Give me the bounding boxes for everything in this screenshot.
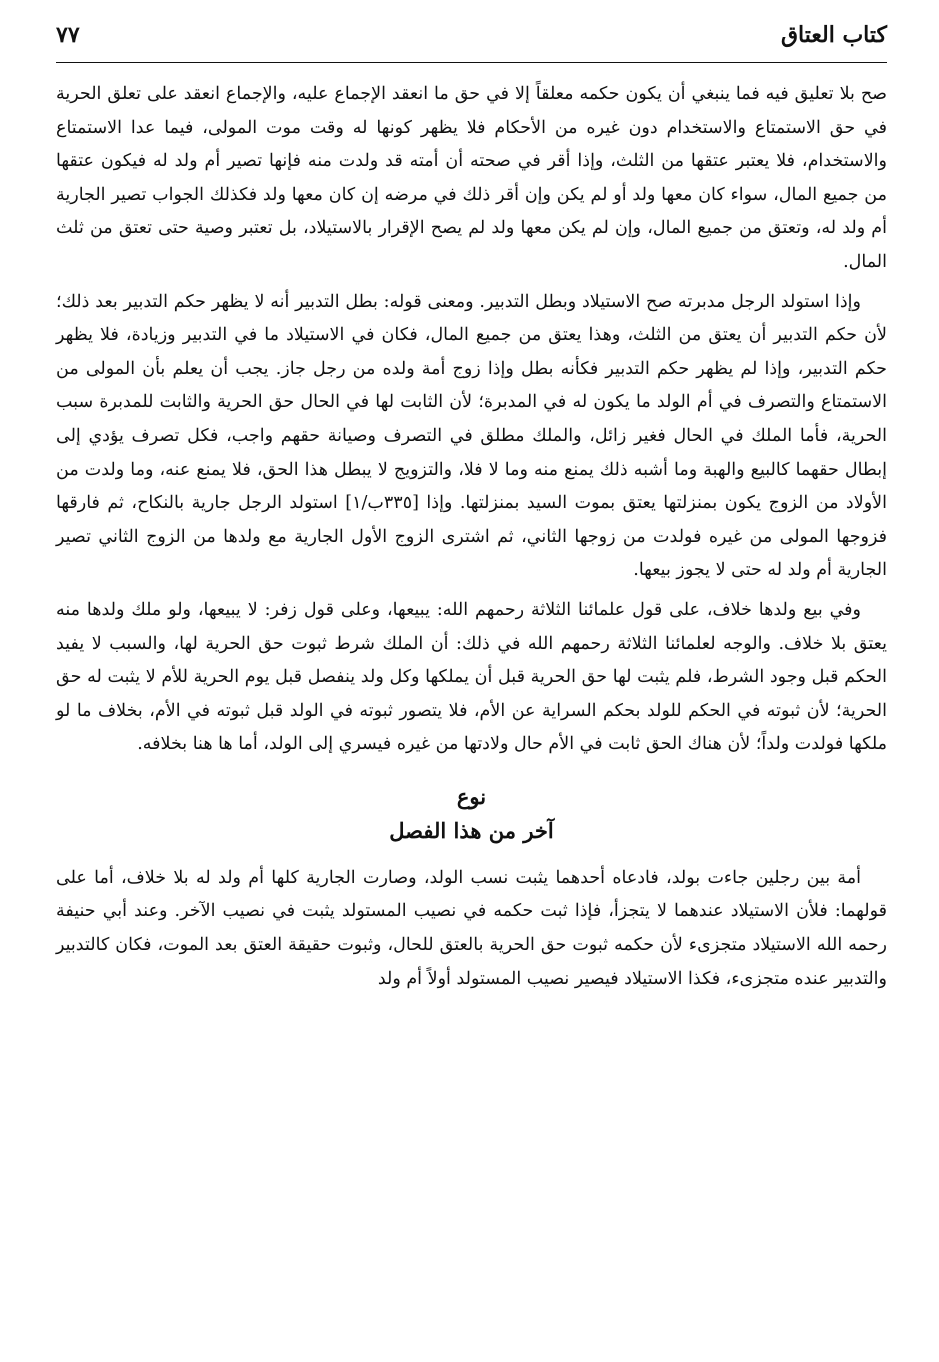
page-body <box>56 78 887 996</box>
paragraph-1: صح بلا تعليق فيه فما ينبغي أن يكون حكمه معلقاً إلا في حق ما انعقد الإجماع عليه، والإجماع انعقد على تعلق الحرية في حق الاستمتاع والاستخدام دون غيره من الأحكام فلا يظهر كونها له وقت موت المولى، فيما عدا الاستمتاع والاستخدام، فلا يعتبر عتقها من الثلث، وإذا أقر في صحته أن أمته قد ولدت منه فإنها تصير أم ولد له فيكون عتقها من جميع المال، سواء كان معها ولد أو لم يكن وإن أقر ذلك في مرضه إن كان معها ولد فكذلك الجواب تصير الجارية أم ولد له، وتعتق من جميع المال، وإن لم يكن معها ولد لم يصح الإقرار بالاستيلاد، بل تعتبر وصية حتى تعتق من ثلث المال. <box>56 84 887 272</box>
paragraph-4: أمة بين رجلين جاءت بولد، فادعاه أحدهما يثبت نسب الولد، وصارت الجارية كلها أم ولد له بلا خلاف، أما على قولهما: فلأن الاستيلاد عندهما لا يتجزأ، فإذا ثبت حكمه في نصيب المستولد يثبت في نصيب الآخر. وعند أبي حنيفة رحمه الله الاستيلاد متجزىء لأن حكمه ثبوت حق الحرية بالعتق للحال، وثبوت حقيقة العتق بعد الموت، فكان كالتدبير والتدبير عنده متجزىء، فكذا الاستيلاد فيصير نصيب المستولد أولاً أم ولد <box>56 867 887 989</box>
paragraph-2: وإذا استولد الرجل مدبرته صح الاستيلاد وبطل التدبير. ومعنى قوله: بطل التدبير أنه لا يظهر حكم التدبير بعد ذلك؛ لأن حكم التدبير أن يعتق من الثلث، وهذا يعتق من جميع المال، فكان في الاستيلاد ما في التدبير وزيادة، فلا يظهر حكم التدبير، وإذا لم يظهر حكم التدبير فكأنه بطل وإذا زوج أمة ولده من رجل جاز. يجب أن يعلم بأن المولى من الاستمتاع والتصرف في أم الولد ما يكون له في المدبرة؛ لأن الثابت لها في الحال حق الحرية والثابت للمدبرة سبب الحرية، فأما الملك في الحال فغير زائل، والملك مطلق في التصرف وصيانة حقهم واجب، فكل تصرف يؤدي إلى إبطال حقهما كالبيع والهبة وما أشبه ذلك يمنع منه وما لا فلا، والتزويج لا يبطل هذا الحق، فلا يمنع عنه، وما ولدت من الأولاد من الزوج يكون بمنزلتها يعتق بموت السيد بمنزلتها. وإذا [٣٣٥ب/١] استولد الرجل جارية بالنكاح، ثم فارقها فزوجها المولى من غيره فولدت من زوجها الثاني، ثم اشترى الزوج الأول الجارية مع ولدها من الزوج الثاني تصير الجارية أم ولد له حتى لا يجوز بيعها. <box>56 291 887 581</box>
page-number: ٧٧ <box>56 22 80 48</box>
section-heading: نوع <box>456 783 487 809</box>
paragraph-3: وفي بيع ولدها خلاف، على قول علمائنا الثلاثة رحمهم الله: يبيعها، وعلى قول زفر: لا يبيعها، ولو ملك ولدها منه يعتق بلا خلاف. والوجه لعلمائنا الثلاثة رحمهم الله في ذلك: أن الملك شرط ثبوت حق الحرية لها، والسبب لا يفيد الحكم قبل وجود الشرط، فلم يثبت لها حق الحرية قبل أن يملكها وكل ولد ينفصل قبل يوم الحرية للأم لا يثبت له حق الحرية؛ لأن ثبوته في الحكم للولد بحكم السراية عن الأم، فلا يتصور ثبوته في الولد قبل ثبوته في الأم، بخلاف ما لو ملكها فولدت ولداً؛ لأن هناك الحق ثابت في الأم حال ولادتها من غيره فيسري إلى الولد، أما ها هنا بخلافه. <box>56 599 887 755</box>
chapter-title: كتاب العتاق <box>780 22 887 48</box>
section-subheading: آخر من هذا الفصل <box>389 817 554 843</box>
header-divider <box>56 62 887 63</box>
running-header <box>56 14 887 60</box>
